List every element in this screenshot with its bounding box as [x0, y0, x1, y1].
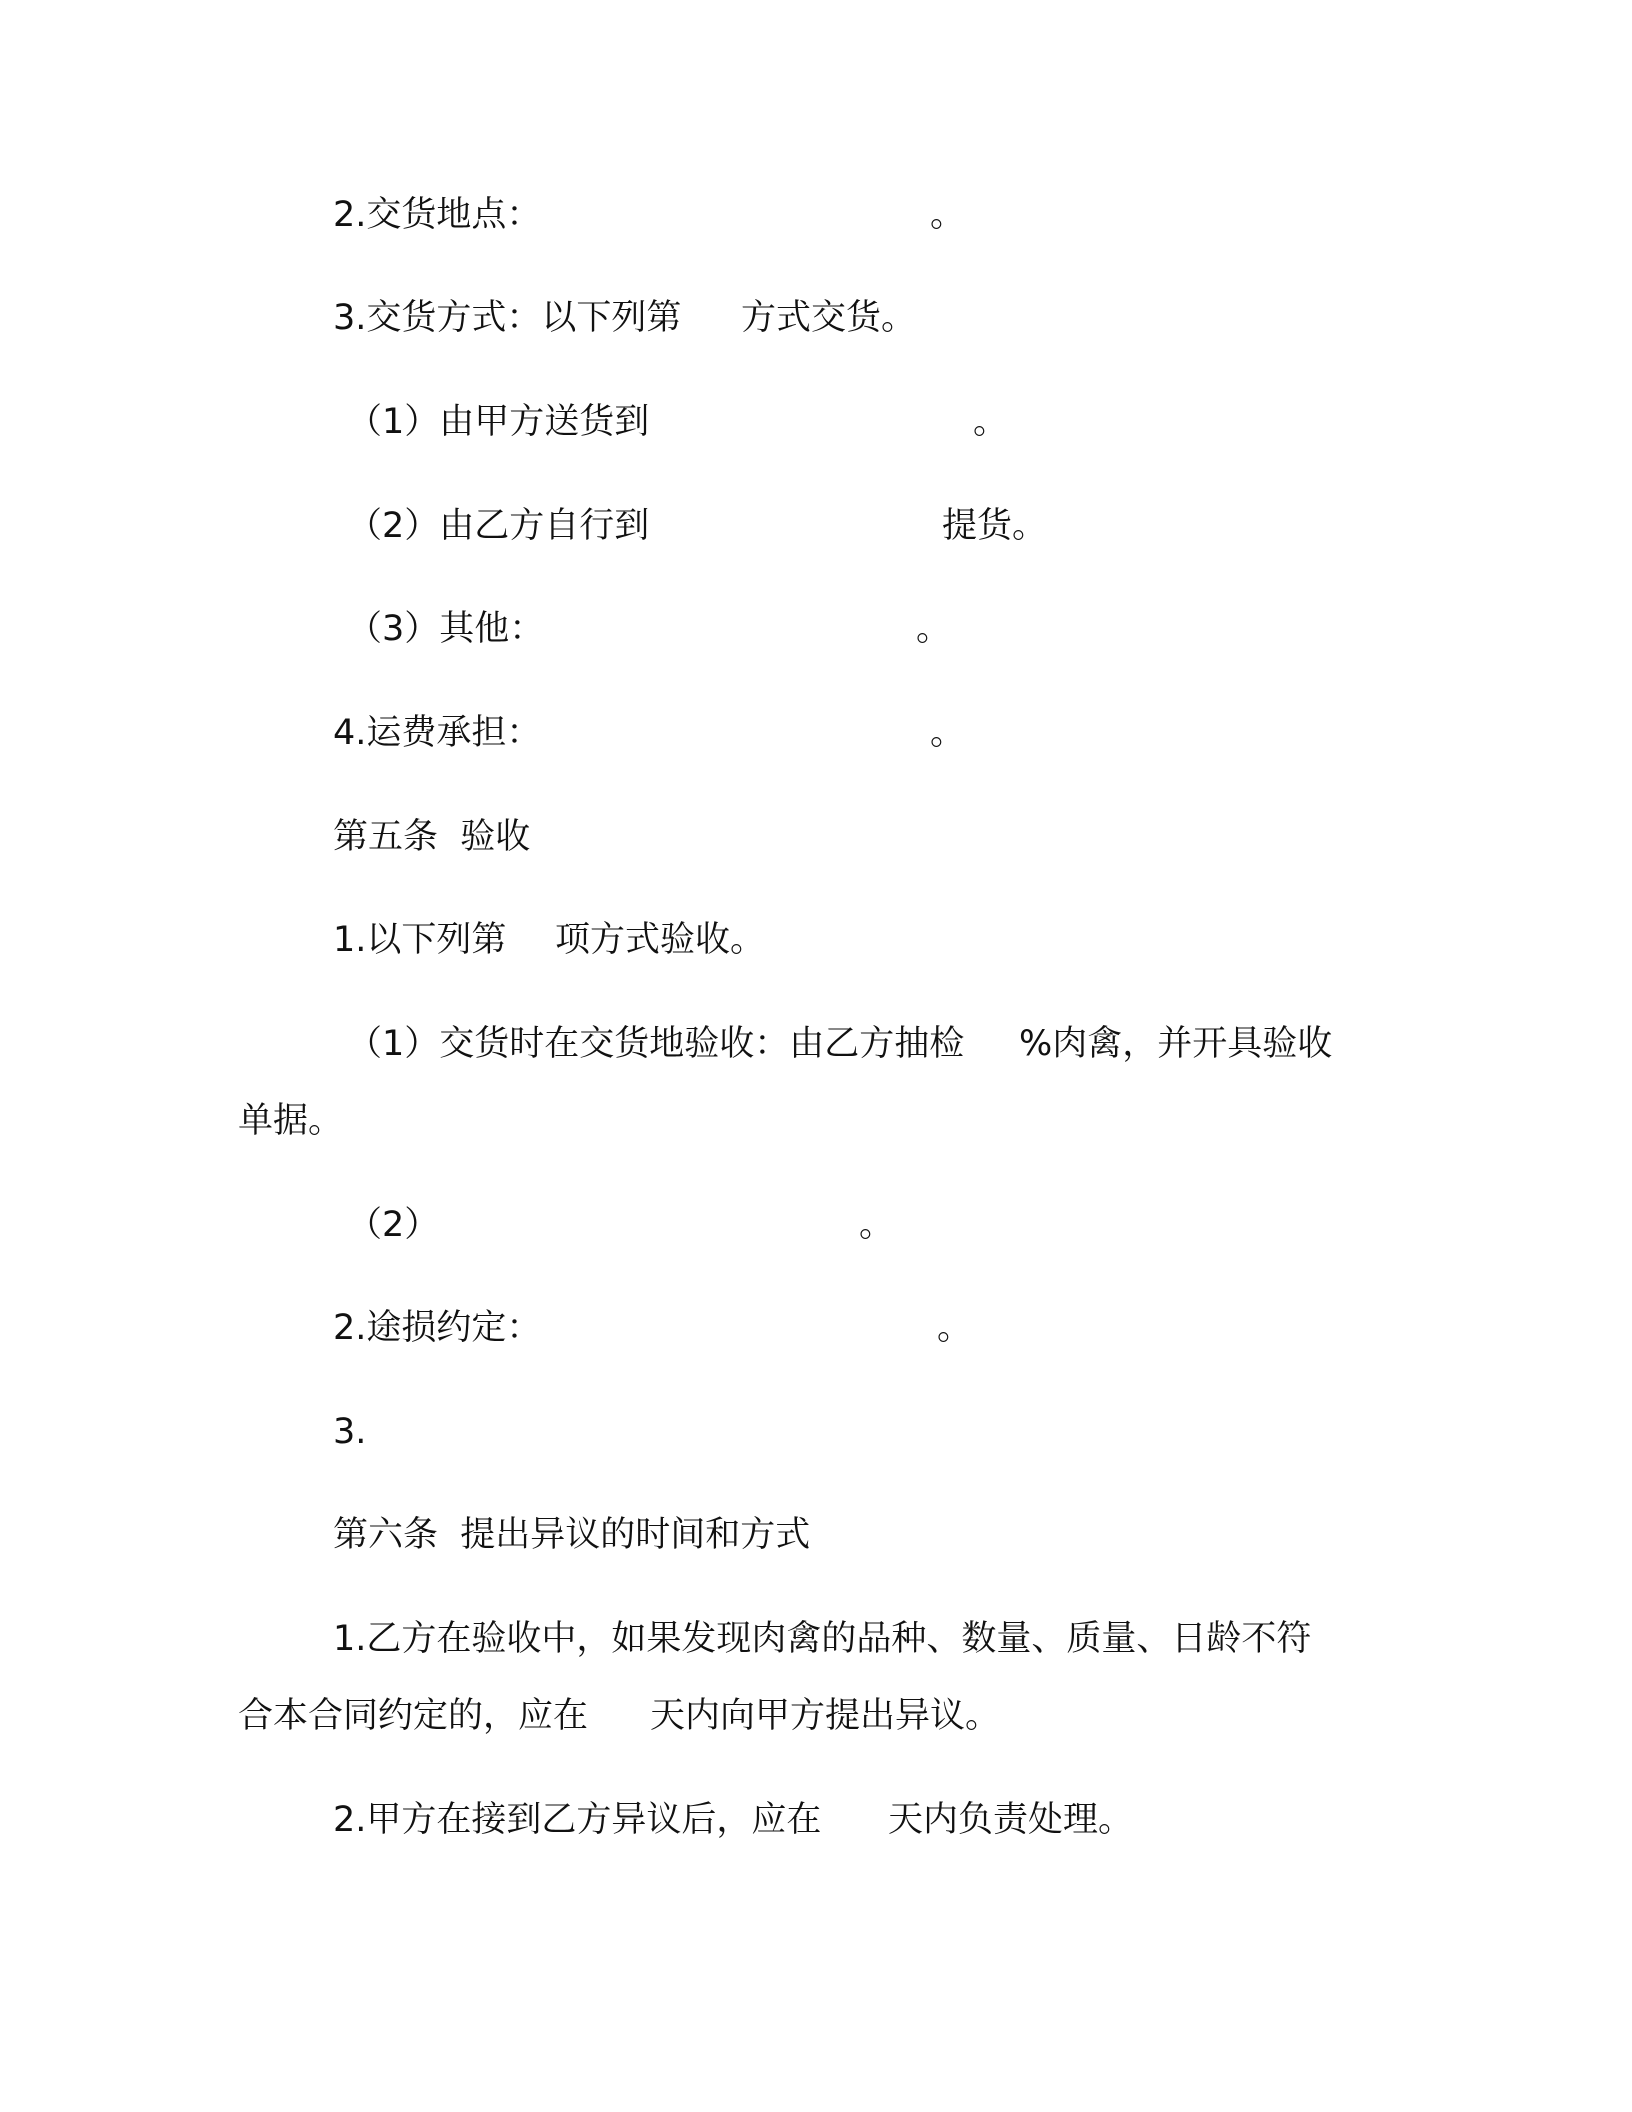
- delivery-method-end: 方式交货。: [741, 298, 917, 338]
- inspection-option-1-end: %肉禽，并开具验收: [1019, 1024, 1333, 1064]
- objection-2-label: 2.甲方在接到乙方异议后，应在: [333, 1800, 822, 1840]
- objection-1-label: 合本合同约定的，应在: [238, 1696, 589, 1736]
- inspection-option-2-label: （2）: [347, 1205, 440, 1245]
- objection-1-end: 天内向甲方提出异议。: [650, 1696, 1001, 1736]
- inspection-option-1-label: （1）交货时在交货地验收：由乙方抽检: [347, 1024, 965, 1064]
- freight-label: 4.运费承担：: [333, 713, 542, 753]
- article-6-heading: [333, 1515, 811, 1635]
- inspection-method-label: 1.以下列第: [333, 920, 507, 960]
- item-3-line: [333, 1412, 378, 1532]
- delivery-location-end: 。: [930, 195, 966, 235]
- inspection-option-2-end: 。: [859, 1205, 895, 1245]
- article-5-heading: [333, 817, 531, 937]
- delivery-option-3-end: 。: [916, 609, 952, 649]
- objection-1-text: 1.乙方在验收中，如果发现肉禽的品种、数量、质量、日龄不符: [333, 1619, 1312, 1659]
- freight-end: 。: [930, 713, 966, 753]
- delivery-option-1-label: （1）由甲方送货到: [347, 402, 650, 442]
- transit-loss-end: 。: [937, 1308, 973, 1348]
- objection-2-end: 天内负责处理。: [888, 1800, 1134, 1840]
- delivery-option-2-end: 提货。: [942, 506, 1048, 546]
- inspection-option-1-line: [347, 1024, 1333, 1184]
- inspection-method-end: 项方式验收。: [555, 920, 766, 960]
- delivery-method-label: 3.交货方式：以下列第: [333, 298, 682, 338]
- delivery-option-1-end: 。: [973, 402, 1009, 442]
- article-6-title: 第六条 提出异议的时间和方式: [333, 1515, 811, 1555]
- objection-2-line: [333, 1800, 1134, 1960]
- delivery-location-label: 2.交货地点：: [333, 195, 542, 235]
- transit-loss-label: 2.途损约定：: [333, 1308, 542, 1348]
- inspection-option-1-tail: 单据。: [238, 1101, 344, 1141]
- item-3-label: 3.: [333, 1412, 367, 1452]
- inspection-option-1-continuation: [238, 1101, 344, 1221]
- delivery-option-3-label: （3）其他：: [347, 609, 545, 649]
- article-5-title: 第五条 验收: [333, 817, 531, 857]
- delivery-option-2-label: （2）由乙方自行到: [347, 506, 650, 546]
